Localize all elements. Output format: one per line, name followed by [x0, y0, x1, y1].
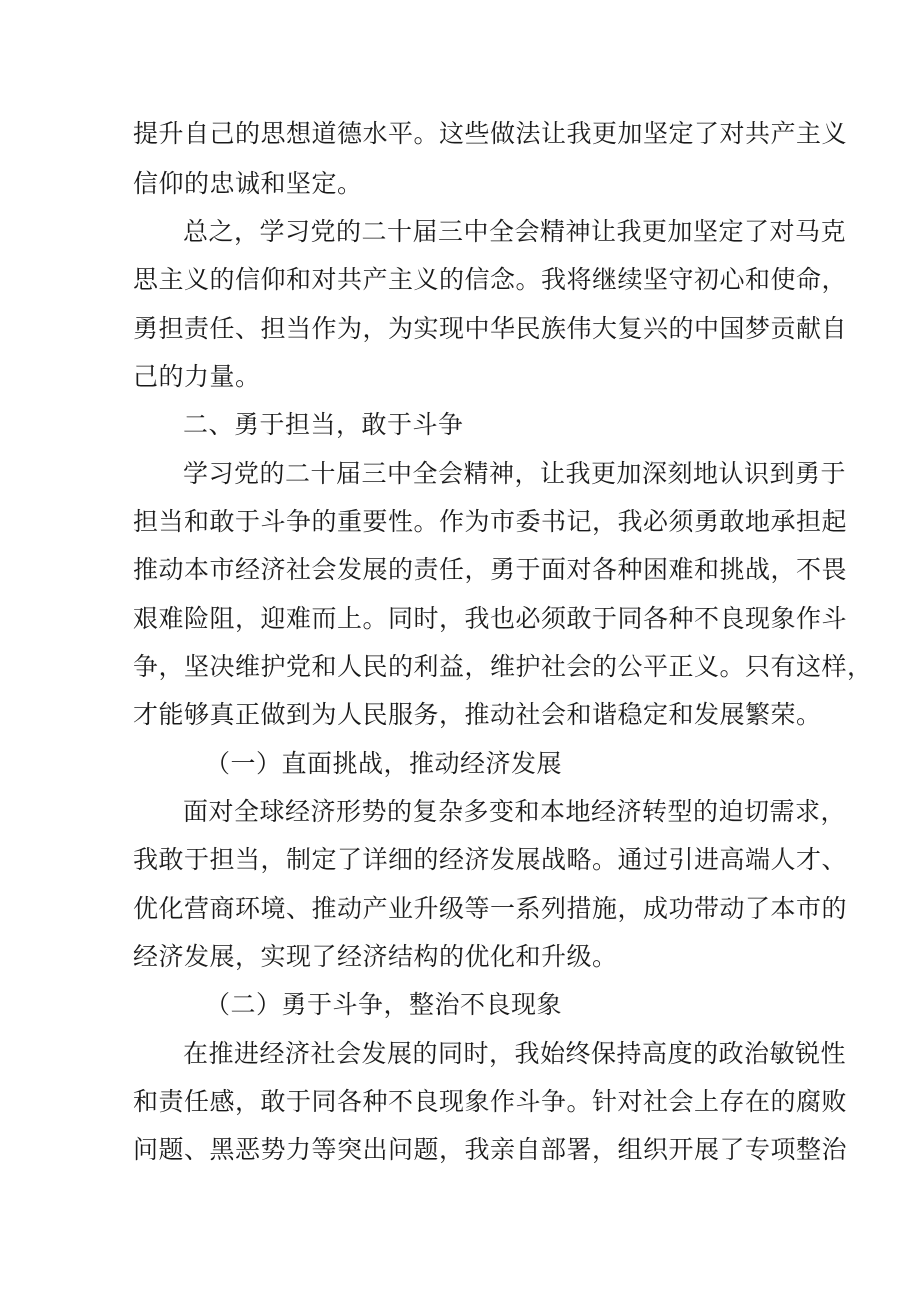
paragraph-first-line: 学习党的二十届三中全会精神，让我更加深刻地认识到勇于 — [183, 459, 847, 488]
body-text-line: 己的力量。 — [133, 362, 261, 391]
body-text-line: 推动本市经济社会发展的责任，勇于面对各种困难和挑战，不畏 — [133, 555, 848, 584]
paragraph-first-line: 在推进经济社会发展的同时，我始终保持高度的政治敏锐性 — [183, 1039, 847, 1068]
body-text-line: 问题、黑恶势力等突出问题，我亲自部署，组织开展了专项整治 — [133, 1135, 848, 1164]
paragraph-first-line: 总之，学习党的二十届三中全会精神让我更加坚定了对马克 — [183, 217, 847, 246]
body-text-line: 勇担责任、担当作为，为实现中华民族伟大复兴的中国梦贡献自 — [133, 314, 848, 343]
body-text-line: 和责任感，敢于同各种不良现象作斗争。针对社会上存在的腐败 — [133, 1087, 848, 1116]
subsection-heading: （二）勇于斗争，整治不良现象 — [205, 990, 563, 1019]
body-text-line: 我敢于担当，制定了详细的经济发展战略。通过引进高端人才、 — [133, 845, 848, 874]
body-text-line: 经济发展，实现了经济结构的优化和升级。 — [133, 942, 618, 971]
body-text-line: 争，坚决维护党和人民的利益，维护社会的公平正义。只有这样， — [133, 652, 873, 681]
body-text-line: 优化营商环境、推动产业升级等一系列措施，成功带动了本市的 — [133, 894, 848, 923]
body-text-line: 信仰的忠诚和坚定。 — [133, 169, 363, 198]
section-heading: 二、勇于担当，敢于斗争 — [183, 410, 464, 439]
body-text-line: 担当和敢于斗争的重要性。作为市委书记，我必须勇敢地承担起 — [133, 507, 848, 536]
body-text-line: 思主义的信仰和对共产主义的信念。我将继续坚守初心和使命， — [133, 265, 848, 294]
body-text-line: 艰难险阻，迎难而上。同时，我也必须敢于同各种不良现象作斗 — [133, 604, 848, 633]
body-text-line: 提升自己的思想道德水平。这些做法让我更加坚定了对共产主义 — [133, 119, 848, 148]
subsection-heading: （一）直面挑战，推动经济发展 — [205, 749, 563, 778]
body-text-line: 才能够真正做到为人民服务，推动社会和谐稳定和发展繁荣。 — [133, 700, 822, 729]
paragraph-first-line: 面对全球经济形势的复杂多变和本地经济转型的迫切需求， — [183, 797, 847, 826]
